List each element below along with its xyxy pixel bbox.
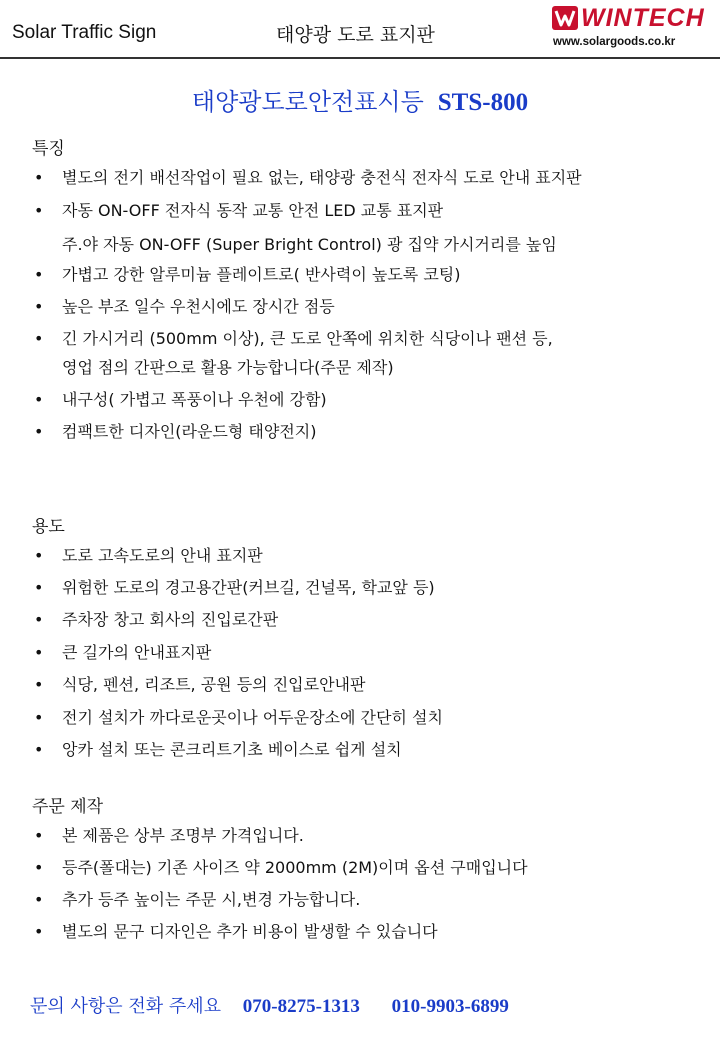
usage-item: • 앙카 설치 또는 콘크리트기초 베이스로 쉽게 설치 [34,740,402,759]
order-item: • 등주(폴대는) 기존 사이즈 약 2000mm (2M)이며 옵션 구매입니다 [34,858,528,877]
feature-item-continuation: 영업 점의 간판으로 활용 가능합니다(주문 제작) [62,358,394,377]
usage-item: • 큰 길가의 안내표지판 [34,643,212,662]
feature-item: • 긴 가시거리 (500mm 이상), 큰 도로 안쪽에 위치한 식당이나 팬션 등, [34,329,553,348]
contact-footer [30,992,509,1018]
order-item: • 별도의 문구 디자인은 추가 비용이 발생할 수 있습니다 [34,922,438,941]
usage-item: • 위험한 도로의 경고용간판(커브길, 건널목, 학교앞 등) [34,578,435,597]
header-english-title: Solar Traffic Sign [12,22,157,43]
feature-item: • 별도의 전기 배선작업이 필요 없는, 태양광 충전식 전자식 도로 안내 표지판 [34,168,582,187]
feature-note: 주.야 자동 ON-OFF (Super Bright Control) 광 집약 가시거리를 높임 [62,235,557,254]
contact-label: 문의 사항은 전화 주세요 [30,996,222,1017]
usage-heading: 용도 [32,517,65,537]
page-header [0,0,720,58]
feature-item: • 높은 부조 일수 우천시에도 장시간 점등 [34,297,335,316]
usage-item: • 도로 고속도로의 안내 표지판 [34,546,263,565]
title-korean: 태양광도로안전표시등 [191,88,424,116]
page-title [0,82,720,117]
usage-item: • 전기 설치가 까다로운곳이나 어두운장소에 간단히 설치 [34,708,443,727]
usage-item: • 식당, 펜션, 리조트, 공원 등의 진입로안내판 [34,675,366,694]
feature-item: • 내구성( 가볍고 폭풍이나 우천에 강함) [34,390,327,409]
order-item: • 추가 등주 높이는 주문 시,변경 가능합니다. [34,890,361,909]
phone-number-2: 010-9903-6899 [391,996,509,1017]
feature-item: • 가볍고 강한 알루미늄 플레이트로( 반사력이 높도록 코팅) [34,265,461,284]
logo-text: WINTECH [581,4,705,32]
usage-item: • 주차장 창고 회사의 진입로간판 [34,610,279,629]
order-item: • 본 제품은 상부 조명부 가격입니다. [34,826,304,845]
wintech-logo-icon [552,6,578,30]
logo-url: www.solargoods.co.kr [553,36,676,48]
title-model: STS-800 [437,89,529,116]
features-heading: 특징 [32,139,65,159]
phone-number-1: 070-8275-1313 [242,996,360,1017]
feature-item: • 자동 ON-OFF 전자식 동작 교통 안전 LED 교통 표지판 [34,201,444,220]
wintech-logo [552,6,712,54]
order-heading: 주문 제작 [32,797,104,817]
header-divider [0,57,720,59]
header-korean-title: 태양광 도로 표지판 [276,24,435,46]
feature-item: • 컴팩트한 디자인(라운드형 태양전지) [34,422,317,441]
